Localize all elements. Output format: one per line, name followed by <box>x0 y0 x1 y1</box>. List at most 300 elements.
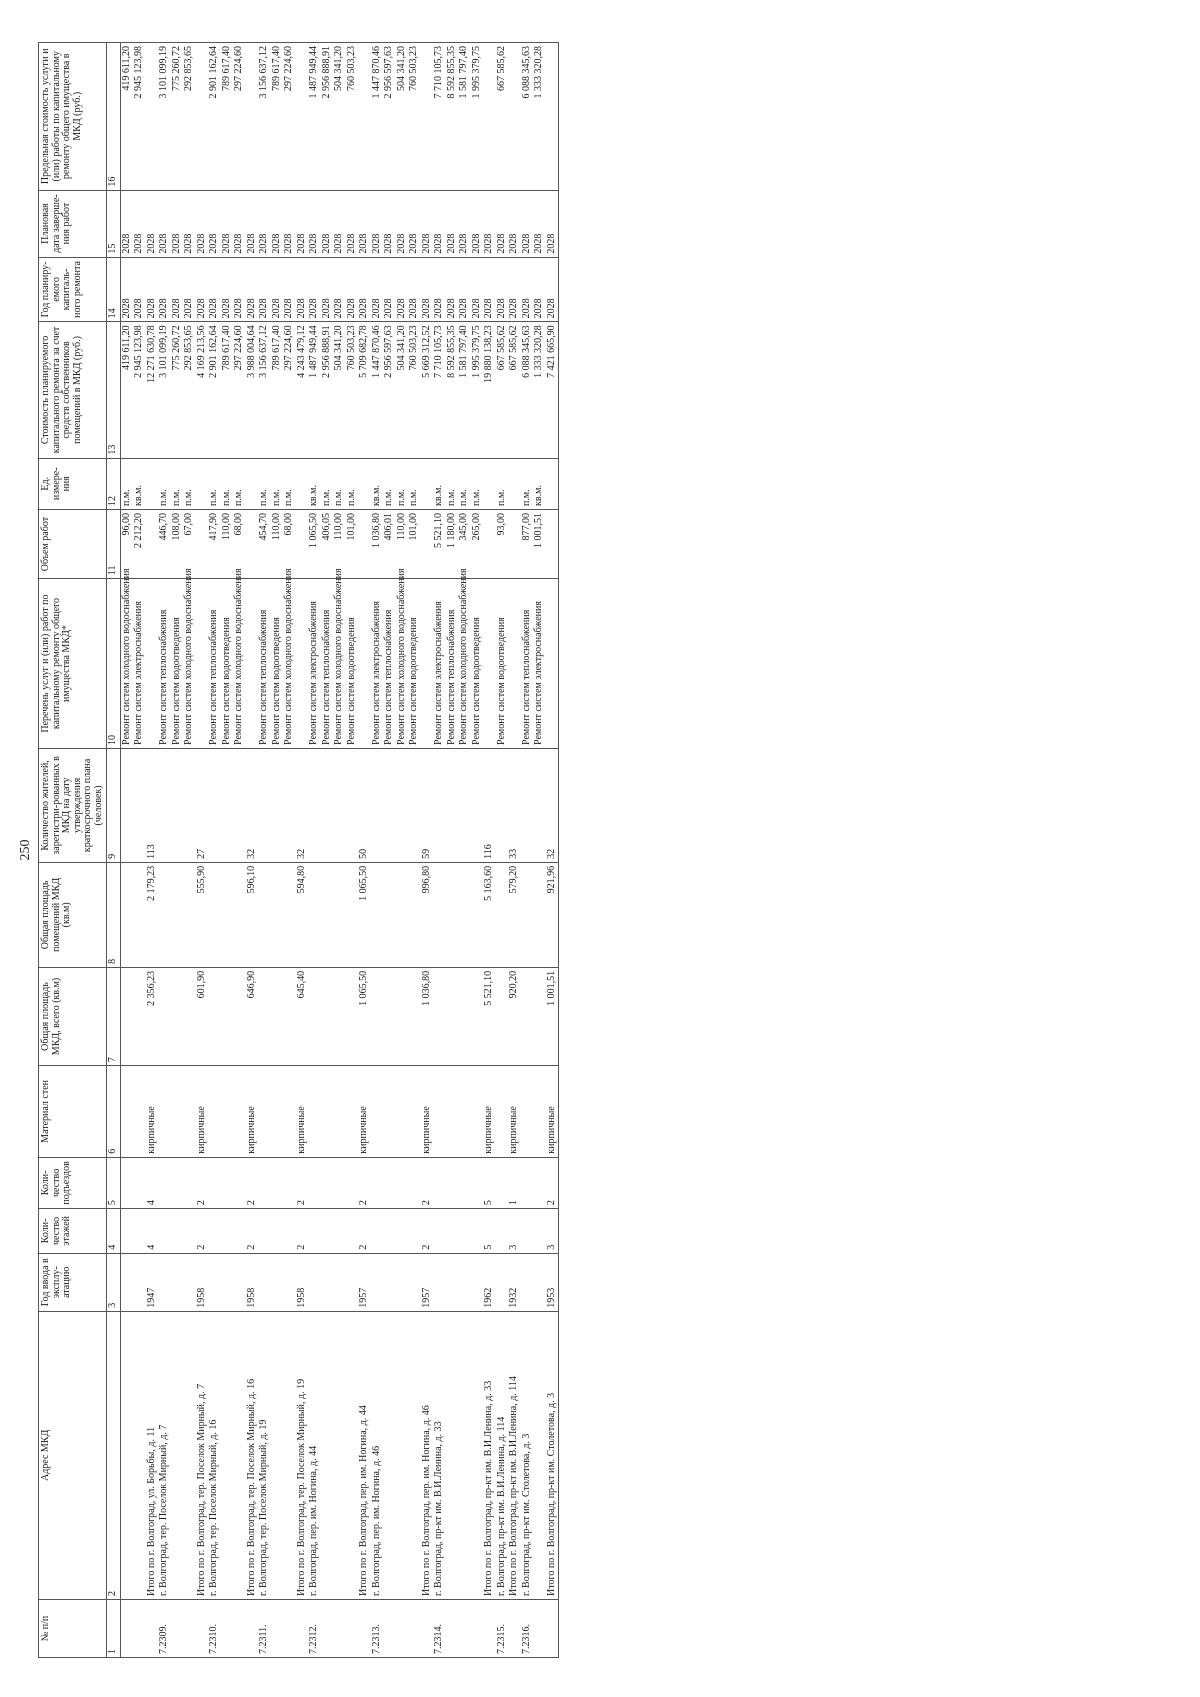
table-cell: Итого по г. Волгоград, пр-кт им. Столетова, д. 3 <box>546 1311 559 1599</box>
table-cell <box>133 862 146 967</box>
table-cell <box>246 579 259 749</box>
table-cell <box>171 1066 184 1158</box>
table-cell: 2 901 162,64 <box>208 43 221 191</box>
table-cell <box>146 579 159 749</box>
table-cell: 50 <box>358 748 371 862</box>
table-cell: 996,80 <box>421 862 434 967</box>
table-cell <box>446 967 459 1065</box>
table-cell <box>383 1157 396 1208</box>
table-cell <box>208 967 221 1065</box>
table-cell <box>408 862 421 967</box>
table-cell: 2 <box>546 1157 559 1208</box>
table-cell: 2028 <box>183 257 196 322</box>
table-cell <box>346 1157 359 1208</box>
column-header: № п/п <box>39 1599 107 1657</box>
table-row <box>221 43 234 1658</box>
table-cell <box>133 1253 146 1311</box>
table-cell: Ремонт систем холодного водоснабжения <box>183 579 196 749</box>
column-number: 3 <box>107 1253 121 1311</box>
table-cell <box>183 748 196 862</box>
table-cell <box>308 1066 321 1158</box>
table-cell <box>433 862 446 967</box>
table-cell: 1 065,50 <box>308 509 321 578</box>
table-cell <box>271 1599 284 1657</box>
table-cell <box>521 862 534 967</box>
table-cell: 1 065,50 <box>358 862 371 967</box>
table-cell: Ремонт систем водоотведения <box>346 579 359 749</box>
table-cell <box>258 1209 271 1254</box>
table-cell: 108,00 <box>171 509 184 578</box>
table-cell <box>120 1066 133 1158</box>
table-cell: 760 503,23 <box>346 43 359 191</box>
table-cell: 596,10 <box>246 862 259 967</box>
table-cell: п.м. <box>346 458 359 509</box>
table-cell: 2028 <box>371 257 384 322</box>
table-cell <box>533 1157 546 1208</box>
table-cell <box>433 1066 446 1158</box>
table-row <box>233 43 246 1658</box>
table-cell <box>383 1253 396 1311</box>
table-cell <box>446 1209 459 1254</box>
table-cell <box>508 509 521 578</box>
table-cell <box>533 748 546 862</box>
table-cell: 2028 <box>358 257 371 322</box>
table-cell: кирпичные <box>296 1066 309 1158</box>
table-cell <box>133 1066 146 1158</box>
table-cell: п.м. <box>158 458 171 509</box>
table-cell: 2 <box>196 1209 209 1254</box>
column-number: 10 <box>107 579 121 749</box>
table-cell <box>183 1066 196 1158</box>
table-cell <box>258 1066 271 1158</box>
table-cell: 789 617,40 <box>221 322 234 458</box>
total-row <box>196 43 209 1658</box>
table-cell: 1 333 320,28 <box>533 43 546 191</box>
table-cell: 1 333 320,28 <box>533 322 546 458</box>
table-row <box>521 43 534 1658</box>
table-cell: 2028 <box>421 257 434 322</box>
table-cell <box>446 862 459 967</box>
table-cell: 1 447 870,46 <box>371 43 384 191</box>
table-cell <box>208 1066 221 1158</box>
table-cell <box>333 1209 346 1254</box>
table-cell <box>396 1311 409 1599</box>
table-cell: п.м. <box>233 458 246 509</box>
table-cell: 110,00 <box>333 509 346 578</box>
table-cell: кирпичные <box>246 1066 259 1158</box>
table-row <box>321 43 334 1658</box>
table-cell: 2028 <box>158 190 171 257</box>
table-cell <box>183 1253 196 1311</box>
table-cell: г. Волгоград, тер. Поселок Мирный, д. 19 <box>258 1311 271 1599</box>
table-cell: 646,90 <box>246 967 259 1065</box>
table-cell: 2 <box>296 1209 309 1254</box>
column-number: 8 <box>107 862 121 967</box>
table-cell <box>283 1599 296 1657</box>
table-cell: 1932 <box>508 1253 521 1311</box>
table-cell: 1 995 379,75 <box>471 322 484 458</box>
table-cell: кирпичные <box>508 1066 521 1158</box>
table-cell: п.м. <box>446 458 459 509</box>
table-cell: п.м. <box>408 458 421 509</box>
table-cell <box>120 862 133 967</box>
table-cell: 3 101 099,19 <box>158 43 171 191</box>
table-cell: 406,01 <box>383 509 396 578</box>
table-cell <box>458 1599 471 1657</box>
table-cell: п.м. <box>120 458 133 509</box>
table-cell: 2028 <box>508 257 521 322</box>
table-cell: 19 880 138,23 <box>483 322 496 458</box>
table-cell: Итого по г. Волгоград, пр-кт им. В.И.Ленина, д. 114 <box>508 1311 521 1599</box>
table-cell <box>446 748 459 862</box>
column-header: Коли-чество этажей <box>39 1209 107 1254</box>
table-cell <box>321 748 334 862</box>
table-cell: г. Волгоград, пер. им. Ногина, д. 44 <box>308 1311 321 1599</box>
table-cell <box>246 1599 259 1657</box>
table-cell <box>158 748 171 862</box>
table-cell: 2028 <box>171 257 184 322</box>
table-cell <box>496 1253 509 1311</box>
table-cell <box>446 1157 459 1208</box>
table-cell: 2028 <box>271 190 284 257</box>
table-cell: п.м. <box>283 458 296 509</box>
table-cell <box>433 1209 446 1254</box>
table-cell <box>246 509 259 578</box>
table-cell: 2028 <box>521 190 534 257</box>
table-cell <box>321 1066 334 1158</box>
table-cell: 2 956 597,63 <box>383 322 396 458</box>
table-row <box>271 43 284 1658</box>
total-row <box>546 43 559 1658</box>
table-cell <box>321 1311 334 1599</box>
table-cell <box>308 748 321 862</box>
table-cell: 3 988 004,64 <box>246 322 259 458</box>
table-cell <box>458 1157 471 1208</box>
table-cell: 2028 <box>546 190 559 257</box>
table-cell <box>233 862 246 967</box>
table-cell <box>271 1311 284 1599</box>
table-cell <box>133 1311 146 1599</box>
table-cell <box>546 458 559 509</box>
table-cell <box>183 967 196 1065</box>
table-cell: 2028 <box>346 190 359 257</box>
table-cell: 2 945 123,98 <box>133 322 146 458</box>
table-cell <box>221 1157 234 1208</box>
table-cell: п.м. <box>471 458 484 509</box>
column-number: 16 <box>107 43 121 191</box>
table-cell: 2028 <box>308 190 321 257</box>
table-cell <box>396 1599 409 1657</box>
column-header: Стоимость планируемого капитального ремонта за счет средств собственников помещений в МКД (руб.) <box>39 322 107 458</box>
table-cell <box>358 509 371 578</box>
table-cell <box>371 1253 384 1311</box>
table-cell: 345,00 <box>458 509 471 578</box>
table-cell: 406,05 <box>321 509 334 578</box>
table-row <box>458 43 471 1658</box>
table-cell: 2028 <box>271 257 284 322</box>
table-cell <box>508 43 521 191</box>
table-cell <box>396 1253 409 1311</box>
table-cell <box>308 1209 321 1254</box>
table-cell: 2028 <box>471 190 484 257</box>
table-cell <box>308 967 321 1065</box>
table-cell: г. Волгоград, тер. Поселок Мирный, д. 16 <box>208 1311 221 1599</box>
table-cell <box>271 967 284 1065</box>
table-cell <box>471 862 484 967</box>
table-cell <box>508 458 521 509</box>
column-number: 6 <box>107 1066 121 1158</box>
table-cell <box>333 748 346 862</box>
table-cell <box>296 579 309 749</box>
table-cell: 33 <box>508 748 521 862</box>
table-cell <box>358 43 371 191</box>
table-cell <box>533 1066 546 1158</box>
table-cell <box>308 1253 321 1311</box>
table-cell <box>333 1253 346 1311</box>
table-cell: 504 341,20 <box>333 43 346 191</box>
table-cell: Ремонт систем холодного водоснабжения <box>333 579 346 749</box>
table-cell: Итого по г. Волгоград, пр-кт им. В.И.Ленина, д. 33 <box>483 1311 496 1599</box>
table-cell <box>471 1253 484 1311</box>
table-cell <box>271 1209 284 1254</box>
table-cell: 2028 <box>408 190 421 257</box>
table-cell <box>346 967 359 1065</box>
column-number: 4 <box>107 1209 121 1254</box>
table-body <box>120 43 559 1658</box>
table-cell: 1 581 797,40 <box>458 43 471 191</box>
table-cell: 2028 <box>208 257 221 322</box>
table-cell: 2028 <box>396 190 409 257</box>
table-cell <box>371 1066 384 1158</box>
table-cell <box>371 1157 384 1208</box>
table-cell: 297 224,60 <box>283 43 296 191</box>
table-cell: п.м. <box>333 458 346 509</box>
column-header: Общая площадь МКД, всего (кв.м) <box>39 967 107 1065</box>
table-cell: кирпичные <box>146 1066 159 1158</box>
table-cell: п.м. <box>271 458 284 509</box>
table-cell <box>308 862 321 967</box>
table-cell: 760 503,23 <box>408 322 421 458</box>
table-row <box>258 43 271 1658</box>
table-cell <box>296 1599 309 1657</box>
table-cell: п.м. <box>183 458 196 509</box>
table-cell <box>120 748 133 862</box>
table-cell <box>496 1066 509 1158</box>
table-cell: Итого по г. Волгоград, ул. Борьбы, д. 11 <box>146 1311 159 1599</box>
table-row <box>346 43 359 1658</box>
table-cell <box>133 1209 146 1254</box>
table-row <box>333 43 346 1658</box>
table-cell <box>321 1157 334 1208</box>
table-cell: г. Волгоград, пер. им. Ногина, д. 46 <box>371 1311 384 1599</box>
table-cell: 2028 <box>283 190 296 257</box>
table-cell: кв.м. <box>133 458 146 509</box>
column-header: Перечень услуг и (или) работ по капитальному ремонту общего имущества МКД* <box>39 579 107 749</box>
table-cell <box>471 1157 484 1208</box>
table-cell <box>283 1209 296 1254</box>
table-cell: 2 956 888,91 <box>321 43 334 191</box>
table-cell: кирпичные <box>483 1066 496 1158</box>
table-cell: 7 421 665,90 <box>546 322 559 458</box>
table-cell <box>120 1311 133 1599</box>
table-cell: 2028 <box>258 190 271 257</box>
table-cell <box>333 967 346 1065</box>
table-cell <box>258 1157 271 1208</box>
table-cell <box>383 1066 396 1158</box>
table-cell <box>421 509 434 578</box>
table-cell: 1958 <box>246 1253 259 1311</box>
table-cell <box>408 1311 421 1599</box>
table-cell <box>396 1157 409 1208</box>
table-cell <box>383 1311 396 1599</box>
table-cell <box>233 1066 246 1158</box>
table-cell: 2028 <box>246 257 259 322</box>
table-cell: 2028 <box>171 190 184 257</box>
table-cell: Итого по г. Волгоград, тер. Поселок Мирный, д. 7 <box>196 1311 209 1599</box>
table-cell <box>346 1209 359 1254</box>
table-cell: 2 <box>196 1157 209 1208</box>
table-cell: 1 581 797,40 <box>458 322 471 458</box>
table-cell: 2028 <box>196 190 209 257</box>
table-cell <box>133 1157 146 1208</box>
table-cell <box>196 509 209 578</box>
table-cell: 1 036,80 <box>371 509 384 578</box>
table-cell: 2028 <box>283 257 296 322</box>
total-row <box>483 43 496 1658</box>
table-row <box>533 43 546 1658</box>
table-cell: 68,00 <box>283 509 296 578</box>
table-cell <box>396 967 409 1065</box>
table-row <box>396 43 409 1658</box>
table-cell <box>408 967 421 1065</box>
table-cell: Ремонт систем холодного водоснабжения <box>396 579 409 749</box>
table-cell: 2 <box>246 1209 259 1254</box>
table-cell: 101,00 <box>408 509 421 578</box>
table-cell: 2028 <box>183 190 196 257</box>
table-cell <box>196 458 209 509</box>
column-header: Коли-чество подъездов <box>39 1157 107 1208</box>
table-cell <box>171 1599 184 1657</box>
table-cell <box>120 1253 133 1311</box>
table-cell: 7.2310. <box>208 1599 221 1657</box>
table-cell <box>171 862 184 967</box>
total-row <box>296 43 309 1658</box>
table-cell: 2028 <box>296 190 309 257</box>
table-cell <box>120 1599 133 1657</box>
table-cell <box>458 862 471 967</box>
table-cell: Итого по г. Волгоград, тер. Поселок Мирный, д. 19 <box>296 1311 309 1599</box>
table-cell: 6 088 345,63 <box>521 43 534 191</box>
table-cell: 2 179,23 <box>146 862 159 967</box>
column-number-row <box>107 43 121 1658</box>
table-cell <box>221 1209 234 1254</box>
table-cell: 2 <box>421 1209 434 1254</box>
table-cell <box>271 748 284 862</box>
table-cell <box>221 1311 234 1599</box>
header-row <box>39 43 107 1658</box>
table-cell <box>483 43 496 191</box>
table-row <box>433 43 446 1658</box>
table-cell: 110,00 <box>221 509 234 578</box>
table-cell: 454,70 <box>258 509 271 578</box>
table-cell: 2028 <box>458 257 471 322</box>
table-cell: 2028 <box>346 257 359 322</box>
table-row <box>446 43 459 1658</box>
table-cell <box>496 1209 509 1254</box>
table-cell <box>496 862 509 967</box>
table-cell: 667 585,62 <box>496 43 509 191</box>
table-cell: 2028 <box>146 190 159 257</box>
table-cell: 1 995 379,75 <box>471 43 484 191</box>
table-cell: кв.м. <box>533 458 546 509</box>
table-cell: 2 956 888,91 <box>321 322 334 458</box>
table-cell <box>333 862 346 967</box>
table-cell <box>371 1209 384 1254</box>
table-cell: 2028 <box>533 257 546 322</box>
table-cell: 5 669 312,52 <box>421 322 434 458</box>
column-header: Плановая дата заверше-ния работ <box>39 190 107 257</box>
table-cell: 110,00 <box>396 509 409 578</box>
table-cell <box>508 579 521 749</box>
table-cell: Итого по г. Волгоград, тер. Поселок Мирный, д. 16 <box>246 1311 259 1599</box>
table-cell: 297 224,60 <box>233 322 246 458</box>
table-cell: 2028 <box>433 257 446 322</box>
table-cell <box>433 748 446 862</box>
table-cell: 1962 <box>483 1253 496 1311</box>
table-cell: 789 617,40 <box>221 43 234 191</box>
table-cell <box>333 1311 346 1599</box>
table-cell: 2028 <box>358 190 371 257</box>
table-cell: 2028 <box>421 190 434 257</box>
capital-repair-table <box>38 42 559 1658</box>
table-cell: 504 341,20 <box>396 322 409 458</box>
table-cell: 101,00 <box>346 509 359 578</box>
table-cell: 446,70 <box>158 509 171 578</box>
table-cell: 3 <box>508 1209 521 1254</box>
table-cell <box>308 1157 321 1208</box>
table-cell: 920,20 <box>508 967 521 1065</box>
table-cell <box>446 1066 459 1158</box>
table-cell <box>321 1209 334 1254</box>
table-cell: 3 <box>546 1209 559 1254</box>
table-cell: 2 <box>421 1157 434 1208</box>
table-cell: 2028 <box>458 190 471 257</box>
table-cell: 1947 <box>146 1253 159 1311</box>
table-cell <box>433 1253 446 1311</box>
table-cell: 5 <box>483 1209 496 1254</box>
table-cell: 579,20 <box>508 862 521 967</box>
table-cell: Ремонт систем водоотведения <box>408 579 421 749</box>
table-cell: Ремонт систем электроснабжения <box>371 579 384 749</box>
table-cell <box>346 748 359 862</box>
table-cell: 2028 <box>233 190 246 257</box>
table-cell <box>158 1066 171 1158</box>
table-cell <box>246 43 259 191</box>
table-cell <box>221 967 234 1065</box>
table-cell <box>283 1311 296 1599</box>
table-cell: 2028 <box>496 257 509 322</box>
table-cell <box>471 967 484 1065</box>
table-cell: Ремонт систем водоотведения <box>471 579 484 749</box>
table-cell: 32 <box>546 748 559 862</box>
table-cell: 32 <box>296 748 309 862</box>
table-cell: 2028 <box>321 190 334 257</box>
table-cell: Ремонт систем холодного водоснабжения <box>458 579 471 749</box>
table-cell: 12 271 630,78 <box>146 322 159 458</box>
table-cell <box>183 1209 196 1254</box>
table-row <box>471 43 484 1658</box>
table-cell: 2 <box>296 1157 309 1208</box>
